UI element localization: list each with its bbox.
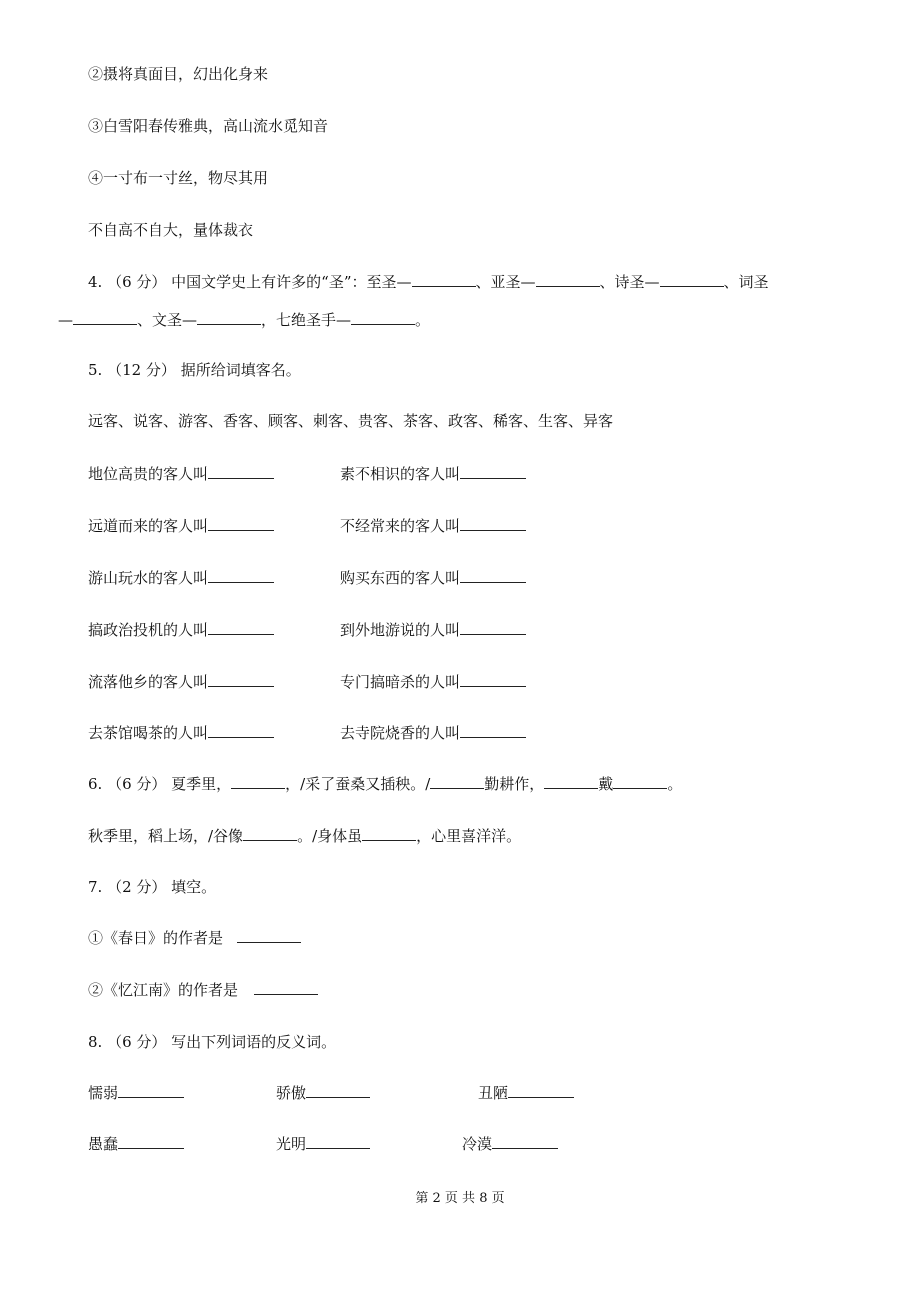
- q4-text-5: ，七绝圣手—: [261, 311, 352, 329]
- question-6-line-2: [88, 826, 521, 846]
- q5-prompt: 购买东西的客人叫: [340, 569, 461, 587]
- q5-row-4-right: [340, 620, 526, 640]
- q8-word: 冷漠: [462, 1135, 493, 1153]
- question-4-line-1: [88, 272, 769, 292]
- q8-blank[interactable]: [306, 1134, 370, 1149]
- q7-item-1: [88, 928, 301, 948]
- q6-head: 6. （6 分） 夏季里，: [88, 775, 232, 793]
- q6-text-1: ，/采了蚕桑又插秧。/: [285, 775, 431, 793]
- q4-blank-5[interactable]: [197, 310, 261, 325]
- q8-blank[interactable]: [508, 1083, 574, 1098]
- q6-blank-3[interactable]: [544, 774, 598, 789]
- q5-prompt: 素不相识的客人叫: [340, 465, 461, 483]
- q5-row-2-left: [88, 516, 274, 536]
- q4-blank-2[interactable]: [536, 272, 600, 287]
- q5-blank[interactable]: [208, 672, 274, 687]
- q5-blank[interactable]: [208, 620, 274, 635]
- q5-prompt: 不经常来的客人叫: [340, 517, 461, 535]
- q5-word-list: 远客、说客、游客、香客、顾客、刺客、贵客、茶客、政客、稀客、生客、异客: [88, 412, 614, 430]
- q5-row-3-right: [340, 568, 526, 588]
- q5-prompt: 去寺院烧香的人叫: [340, 724, 461, 742]
- q6-text-2: 勤耕作，: [484, 775, 545, 793]
- q5-blank[interactable]: [208, 568, 274, 583]
- q5-prompt: 地位高贵的客人叫: [88, 465, 209, 483]
- page-number-footer: 第 2 页 共 8 页: [415, 1191, 505, 1206]
- q4-text-2: 、诗圣—: [599, 273, 660, 291]
- q5-prompt: 流落他乡的客人叫: [88, 673, 209, 691]
- q6-blank-4[interactable]: [613, 774, 667, 789]
- q4-dash: —: [58, 311, 73, 329]
- q5-prompt: 远道而来的客人叫: [88, 517, 209, 535]
- q8-word: 光明: [276, 1135, 307, 1153]
- q5-prompt: 专门搞暗杀的人叫: [340, 673, 461, 691]
- q6-blank-1[interactable]: [231, 774, 285, 789]
- q4-text-4: 、文圣—: [137, 311, 198, 329]
- q4-text-6: 。: [415, 311, 431, 329]
- question-4-line-2: [58, 310, 430, 330]
- q3-item-2: ②摄将真面目，幻出化身来: [88, 65, 269, 83]
- q5-blank[interactable]: [208, 464, 274, 479]
- q4-blank-4[interactable]: [73, 310, 137, 325]
- q8-word-4: [88, 1134, 184, 1154]
- q4-head: 4. （6 分） 中国文学史上有许多的“圣”：至圣—: [88, 273, 412, 291]
- q8-blank[interactable]: [492, 1134, 558, 1149]
- q5-row-6-left: [88, 723, 274, 743]
- q5-row-5-left: [88, 672, 274, 692]
- q5-prompt: 游山玩水的客人叫: [88, 569, 209, 587]
- q6-text-5: 秋季里，稻上场，/谷像: [88, 827, 244, 845]
- q3-item-5: 不自高不自大，量体裁衣: [88, 221, 254, 239]
- q5-blank[interactable]: [208, 723, 274, 738]
- q8-word-5: [276, 1134, 370, 1154]
- q6-text-6: 。/身体虽: [297, 827, 363, 845]
- q5-prompt: 去茶馆喝茶的人叫: [88, 724, 209, 742]
- q5-blank[interactable]: [460, 568, 526, 583]
- q8-word: 懦弱: [88, 1084, 119, 1102]
- q5-row-1-left: [88, 464, 274, 484]
- q7-prompt-2: ②《忆江南》的作者是: [88, 981, 239, 999]
- q4-blank-3[interactable]: [660, 272, 724, 287]
- q8-blank[interactable]: [306, 1083, 370, 1098]
- q8-word-2: [276, 1083, 370, 1103]
- q6-text-4: 。: [667, 775, 683, 793]
- q4-blank-6[interactable]: [351, 310, 415, 325]
- q8-blank[interactable]: [118, 1134, 184, 1149]
- question-7-heading: 7. （2 分） 填空。: [88, 878, 217, 896]
- q7-item-2: [88, 980, 318, 1000]
- q8-word: 丑陋: [478, 1084, 509, 1102]
- q5-blank[interactable]: [460, 672, 526, 687]
- q5-blank[interactable]: [460, 723, 526, 738]
- q5-blank[interactable]: [208, 516, 274, 531]
- q8-word-3: [478, 1083, 574, 1103]
- q5-prompt: 到外地游说的人叫: [340, 621, 461, 639]
- question-6-line-1: [88, 774, 682, 794]
- q5-row-3-left: [88, 568, 274, 588]
- q7-blank-1[interactable]: [237, 928, 301, 943]
- q7-blank-2[interactable]: [254, 980, 318, 995]
- q3-item-4: ④一寸布一寸丝，物尽其用: [88, 169, 269, 187]
- q5-row-4-left: [88, 620, 274, 640]
- q4-text-1: 、亚圣—: [475, 273, 536, 291]
- q5-blank[interactable]: [460, 516, 526, 531]
- q6-blank-2[interactable]: [430, 774, 484, 789]
- q4-text-3: 、词圣: [723, 273, 769, 291]
- q5-row-5-right: [340, 672, 526, 692]
- q5-row-1-right: [340, 464, 526, 484]
- question-8-heading: 8. （6 分） 写出下列词语的反义词。: [88, 1033, 337, 1051]
- q5-blank[interactable]: [460, 464, 526, 479]
- q6-blank-5[interactable]: [243, 826, 297, 841]
- q7-prompt-1: ①《春日》的作者是: [88, 929, 224, 947]
- q3-item-3: ③白雪阳春传雅典，高山流水觅知音: [88, 117, 329, 135]
- q6-text-3: 戴: [598, 775, 614, 793]
- q4-blank-1[interactable]: [412, 272, 476, 287]
- q5-row-2-right: [340, 516, 526, 536]
- q8-word: 骄傲: [276, 1084, 307, 1102]
- q8-word: 愚蠢: [88, 1135, 119, 1153]
- q5-prompt: 搞政治投机的人叫: [88, 621, 209, 639]
- q6-text-7: ，心里喜洋洋。: [416, 827, 522, 845]
- q6-blank-6[interactable]: [362, 826, 416, 841]
- q8-blank[interactable]: [118, 1083, 184, 1098]
- q5-blank[interactable]: [460, 620, 526, 635]
- q8-word-1: [88, 1083, 184, 1103]
- q8-word-6: [462, 1134, 558, 1154]
- q5-row-6-right: [340, 723, 526, 743]
- question-5-heading: 5. （12 分） 据所给词填客名。: [88, 361, 301, 379]
